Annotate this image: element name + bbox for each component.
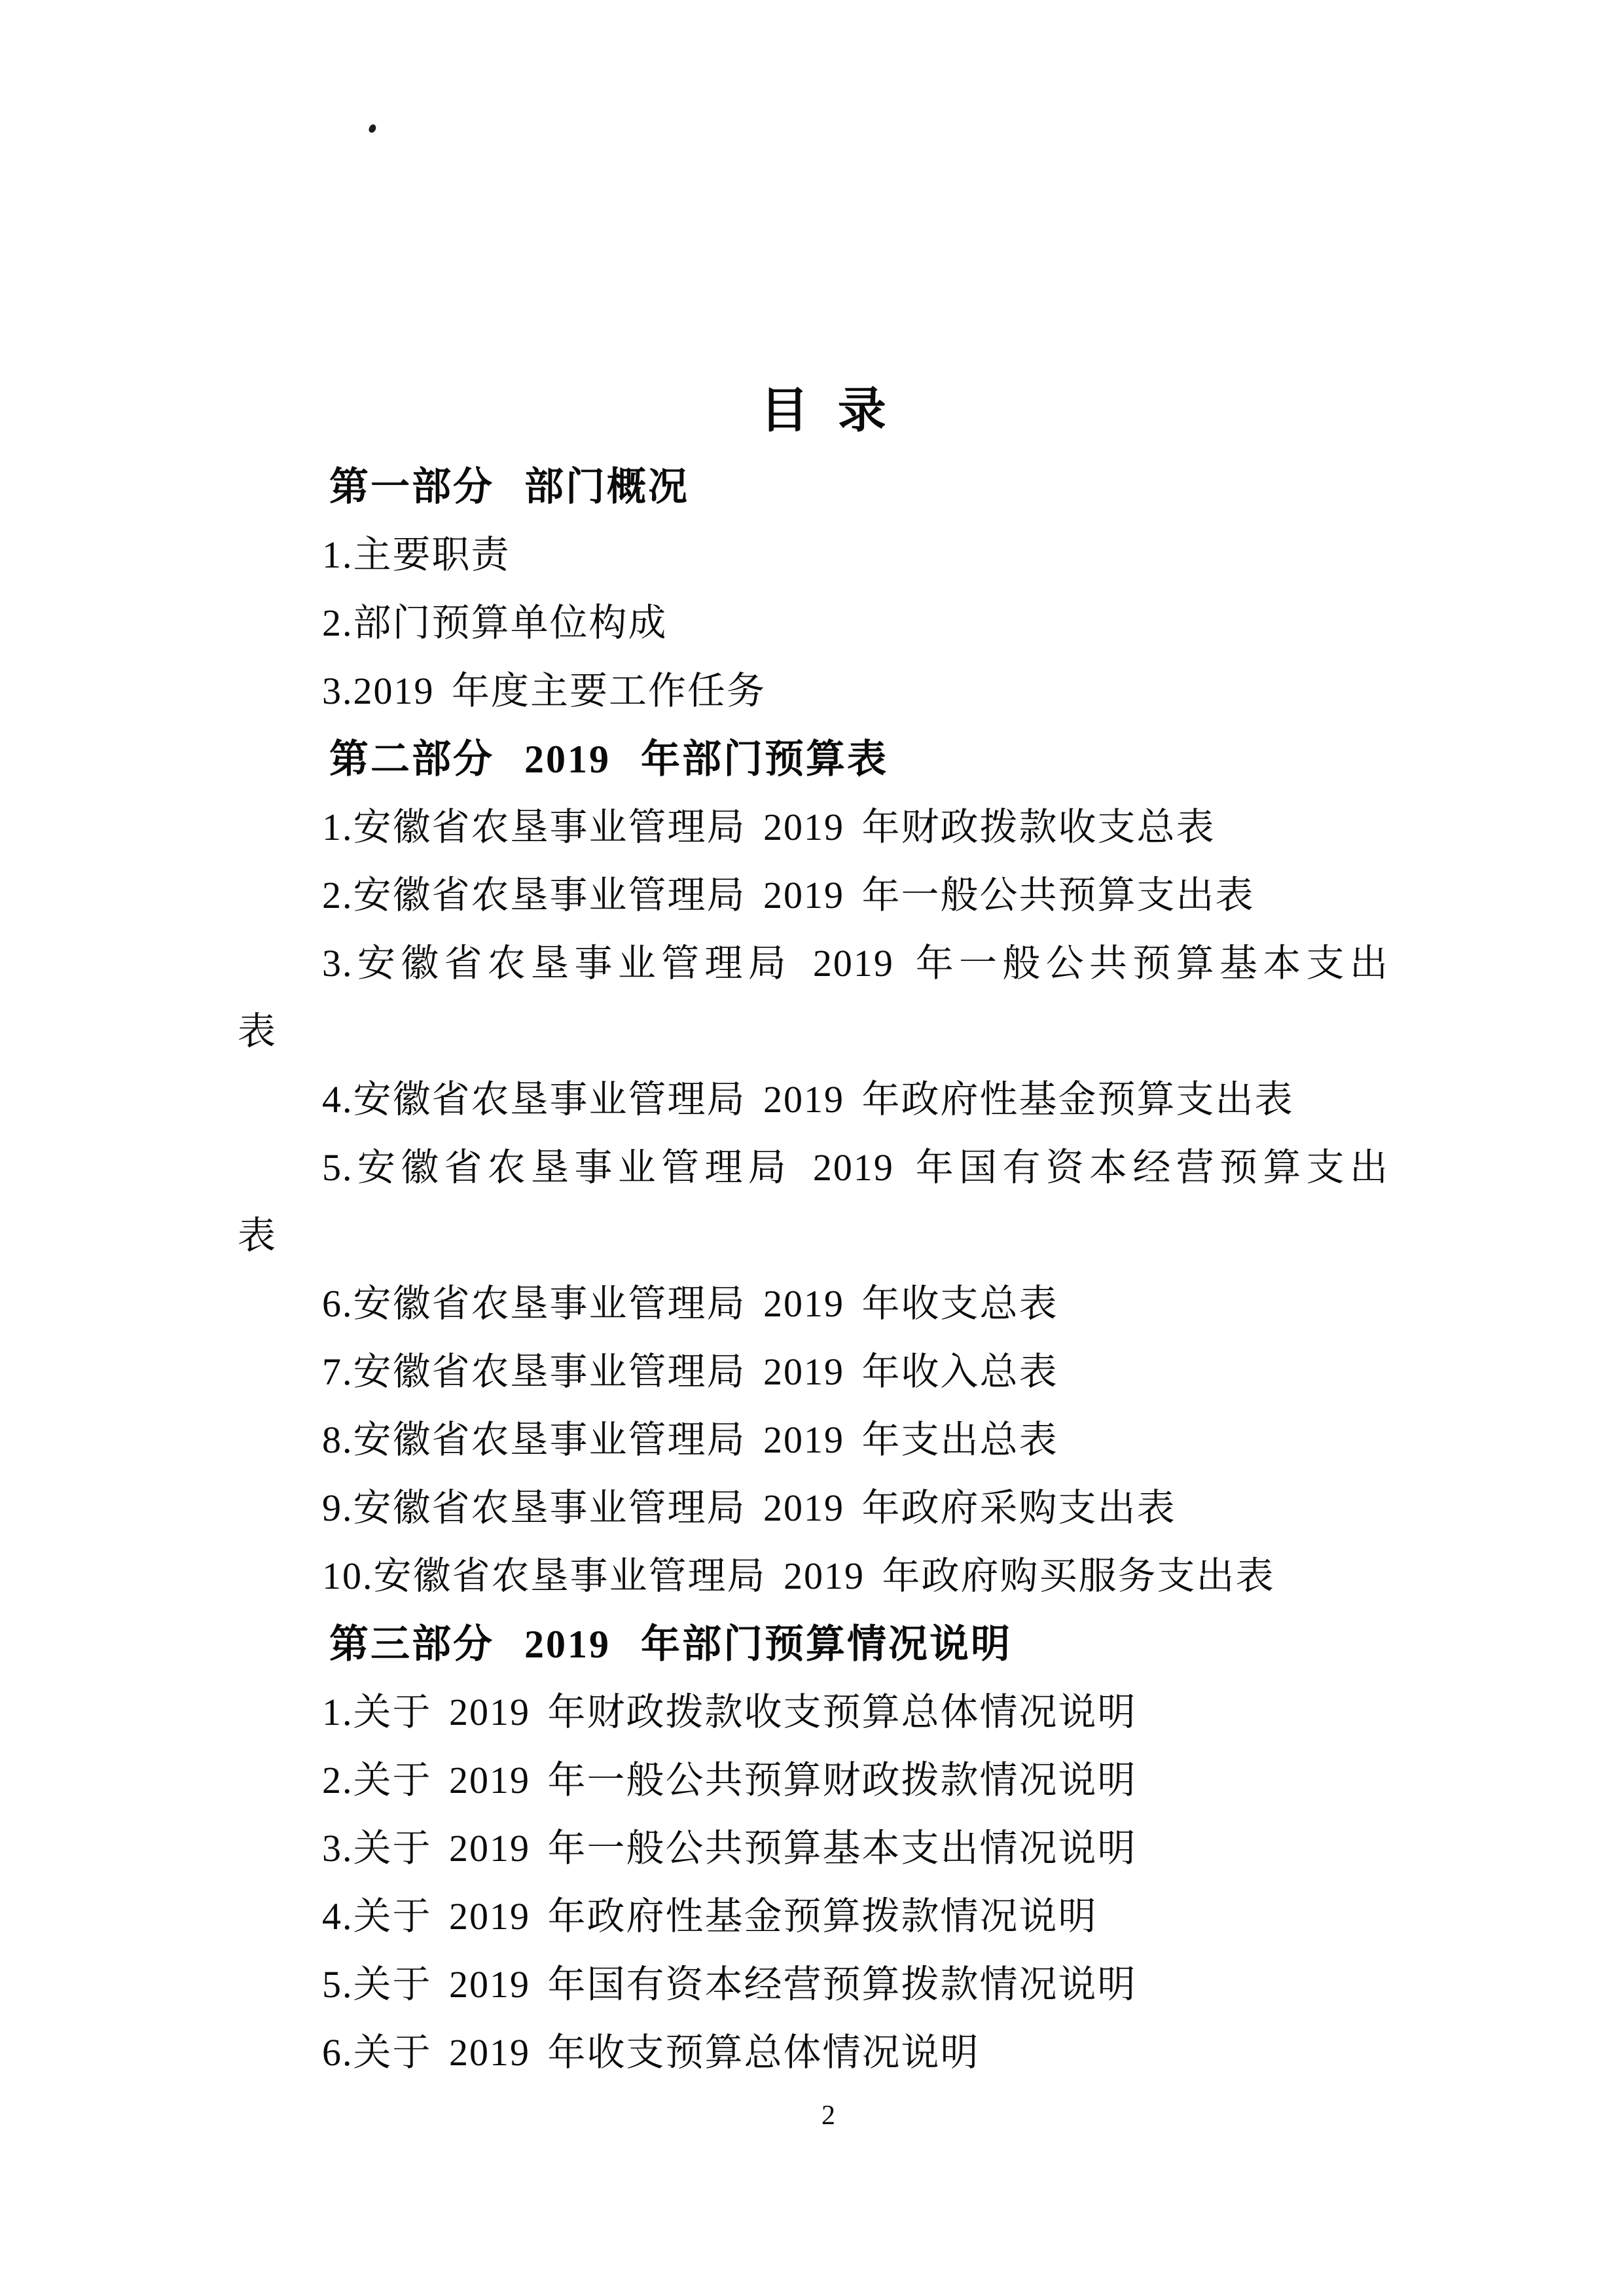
toc-item: 5.安徽省农垦事业管理局 2019 年国有资本经营预算支出 <box>322 1146 1389 1189</box>
toc-line-list <box>0 466 1624 2074</box>
toc-item: 2.部门预算单位构成 <box>322 602 668 644</box>
toc-section-heading: 第三部分 2019 年部门预算情况说明 <box>329 1623 1012 1666</box>
toc-item: 9.安徽省农垦事业管理局 2019 年政府采购支出表 <box>322 1487 1176 1529</box>
toc-item-continuation: 表 <box>238 1010 278 1053</box>
toc-item: 2.关于 2019 年一般公共预算财政拨款情况说明 <box>322 1759 1137 1801</box>
toc-content <box>0 384 1624 2131</box>
toc-item: 3.关于 2019 年一般公共预算基本支出情况说明 <box>322 1827 1137 1870</box>
toc-item: 1.主要职责 <box>322 533 511 576</box>
toc-item: 5.关于 2019 年国有资本经营预算拨款情况说明 <box>322 1963 1137 2006</box>
scan-artifact-dot <box>367 123 378 134</box>
toc-section-heading: 第一部分 部门概况 <box>329 465 689 509</box>
toc-item: 1.关于 2019 年财政拨款收支预算总体情况说明 <box>322 1691 1137 1733</box>
toc-item-continuation: 表 <box>238 1214 278 1257</box>
toc-item: 1.安徽省农垦事业管理局 2019 年财政拨款收支总表 <box>322 806 1216 848</box>
toc-section-heading: 第二部分 2019 年部门预算表 <box>329 738 888 781</box>
toc-item: 10.安徽省农垦事业管理局 2019 年政府购买服务支出表 <box>322 1555 1275 1597</box>
toc-item: 3.安徽省农垦事业管理局 2019 年一般公共预算基本支出 <box>322 942 1389 985</box>
page-title: 目 录 <box>760 384 888 438</box>
toc-item: 6.关于 2019 年收支预算总体情况说明 <box>322 2031 980 2074</box>
toc-item: 4.安徽省农垦事业管理局 2019 年政府性基金预算支出表 <box>322 1078 1294 1121</box>
toc-item: 2.安徽省农垦事业管理局 2019 年一般公共预算支出表 <box>322 874 1255 916</box>
page-number: 2 <box>821 2101 835 2131</box>
toc-item: 3.2019 年度主要工作任务 <box>322 670 767 712</box>
toc-item: 8.安徽省农垦事业管理局 2019 年支出总表 <box>322 1419 1058 1461</box>
toc-item: 4.关于 2019 年政府性基金预算拨款情况说明 <box>322 1895 1098 1938</box>
toc-item: 7.安徽省农垦事业管理局 2019 年收入总表 <box>322 1350 1058 1393</box>
toc-item: 6.安徽省农垦事业管理局 2019 年收支总表 <box>322 1282 1058 1325</box>
